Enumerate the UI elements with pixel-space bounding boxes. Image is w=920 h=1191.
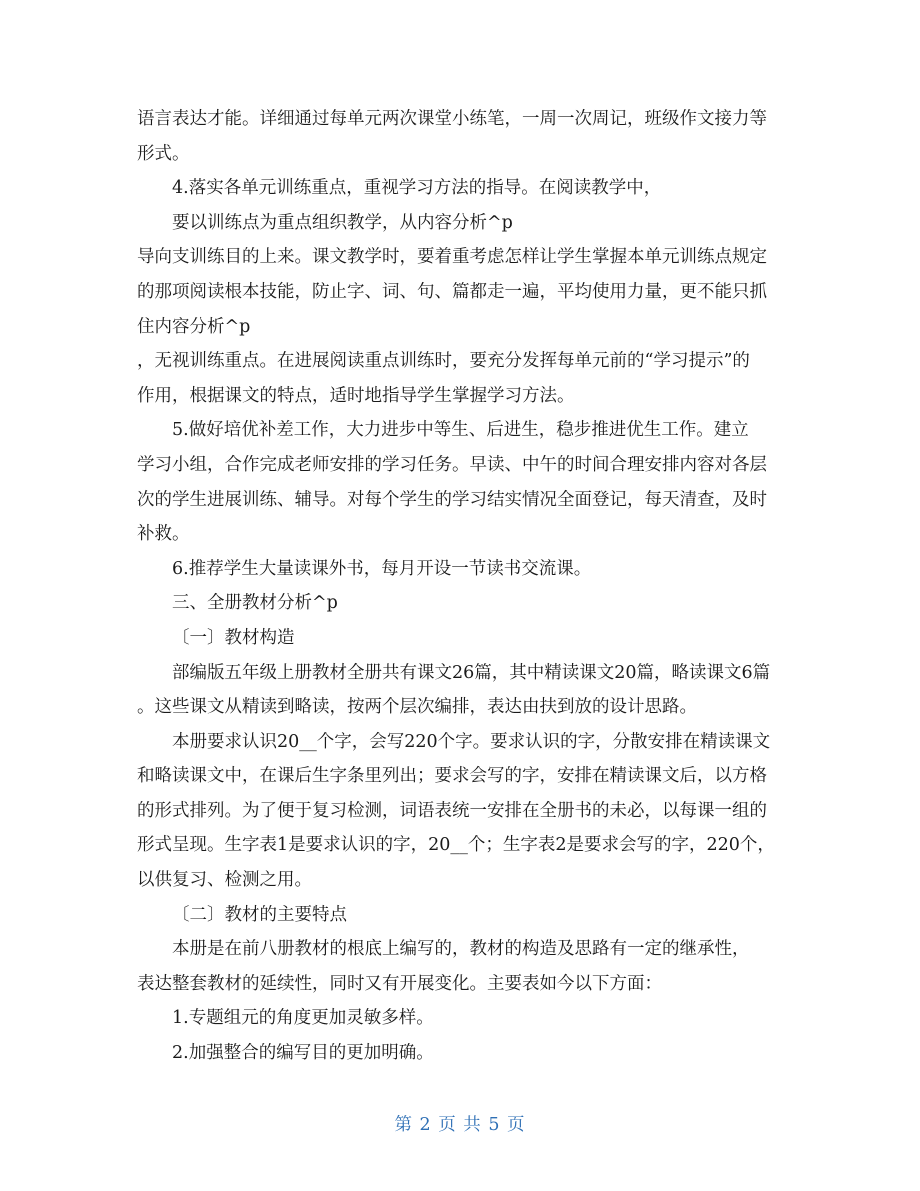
text-line: ，无视训练重点。在进展阅读重点训练时，要充分发挥每单元前的“学习提示”的 — [137, 351, 750, 372]
text-line: 4.落实各单元训练重点，重视学习方法的指导。在阅读教学中， — [172, 178, 662, 199]
section-heading: 三、全册教材分析^p — [172, 593, 338, 614]
text-line: 形式。 — [137, 143, 190, 164]
text-line: 6.推荐学生大量读课外书，每月开设一节读书交流课。 — [172, 558, 592, 579]
page-number-footer: 第 2 页 共 5 页 — [394, 1115, 526, 1135]
text-line: 表达整套教材的延续性，同时又有开展变化。主要表如今以下方面： — [137, 973, 662, 994]
document-body — [137, 102, 787, 1071]
subsection-heading: 〔一〕教材构造 — [172, 627, 295, 648]
text-line: 本册要求认识20__个字，会写220个字。要求认识的字，分散安排在精读课文 — [172, 731, 771, 752]
text-line: 。这些课文从精读到略读，按两个层次编排，表达由扶到放的设计思路。 — [137, 697, 697, 718]
text-line: 导向支训练目的上来。课文教学时，要着重考虑怎样让学生掌握本单元训练点规定 — [137, 247, 767, 268]
text-line: 以供复习、检测之用。 — [137, 870, 312, 891]
text-line: 和略读课文中，在课后生字条里列出；要求会写的字，安排在精读课文后，以方格 — [137, 766, 767, 787]
text-line: 住内容分析^p — [137, 316, 251, 337]
text-line: 的形式排列。为了便于复习检测，词语表统一安排在全册书的未必，以每课一组的 — [137, 800, 767, 821]
text-line: 5.做好培优补差工作，大力进步中等生、后进生，稳步推进优生工作。建立 — [172, 420, 749, 441]
text-line: 学习小组，合作完成老师安排的学习任务。早读、中午的时间合理安排内容对各层 — [137, 454, 767, 475]
text-line: 的那项阅读根本技能，防止字、词、句、篇都走一遍，平均使用力量，更不能只抓 — [137, 281, 767, 302]
text-line: 补救。 — [137, 524, 190, 545]
text-line: 部编版五年级上册教材全册共有课文26篇，其中精读课文20篇，略读课文6篇 — [172, 662, 771, 683]
subsection-heading: 〔二〕教材的主要特点 — [172, 904, 347, 925]
text-line: 作用，根据课文的特点，适时地指导学生掌握学习方法。 — [137, 385, 575, 406]
text-line: 1.专题组元的角度更加灵敏多样。 — [172, 1008, 434, 1029]
text-line: 要以训练点为重点组织教学，从内容分析^p — [172, 212, 513, 233]
text-line: 本册是在前八册教材的根底上编写的，教材的构造及思路有一定的继承性， — [172, 939, 750, 960]
text-line: 次的学生进展训练、辅导。对每个学生的学习结实情况全面登记，每天清查，及时 — [137, 489, 767, 510]
text-line: 形式呈现。生字表1是要求认识的字，20__个；生字表2是要求会写的字，220个， — [137, 835, 775, 856]
text-line: 2.加强整合的编写目的更加明确。 — [172, 1043, 434, 1064]
text-line: 语言表达才能。详细通过每单元两次课堂小练笔，一周一次周记，班级作文接力等 — [137, 109, 767, 129]
